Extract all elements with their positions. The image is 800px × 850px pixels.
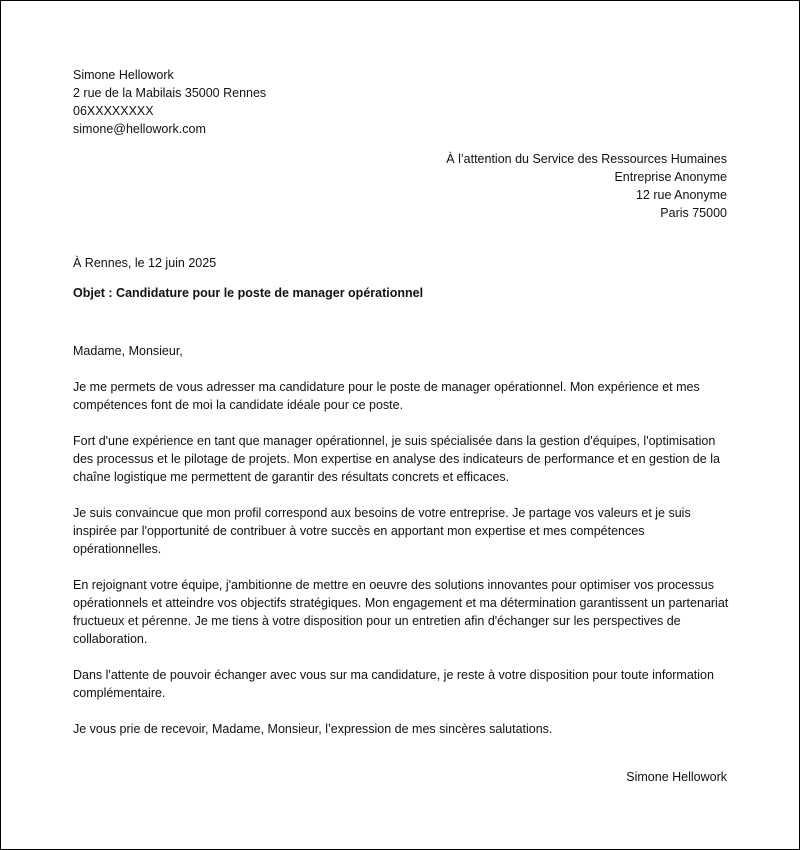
- sender-address: 2 rue de la Mabilais 35000 Rennes: [73, 86, 267, 100]
- signature: Simone Hellowork: [626, 770, 727, 784]
- paragraph-2: Fort d'une expérience en tant que manager opérationnel, je suis spécialisée dans la gestion d'équipes, l'optimisation des processus et le pilotage de projets. Mon expertise en analyse des indicateurs de performance et en gestion de la chaîne logistique me permettent de garantir des résultats concrets et efficaces.: [73, 434, 720, 484]
- recipient-attention: À l’attention du Service des Ressources Humaines: [446, 152, 727, 166]
- paragraph-3: Je suis convaincue que mon profil correspond aux besoins de votre entreprise. Je partage vos valeurs et je suis inspirée par l'opportunité de contribuer à votre succès en apportant mon expertise et mes compétences opérationnelles.: [73, 506, 691, 556]
- paragraph-5: Dans l'attente de pouvoir échanger avec vous sur ma candidature, je reste à votre disposition pour toute information complémentaire.: [73, 668, 714, 700]
- date-line: À Rennes, le 12 juin 2025: [73, 256, 217, 270]
- recipient-city: Paris 75000: [660, 206, 727, 220]
- sender-name: Simone Hellowork: [73, 68, 174, 82]
- closing-paragraph: Je vous prie de recevoir, Madame, Monsieur, l’expression de mes sincères salutations.: [73, 722, 553, 736]
- recipient-street: 12 rue Anonyme: [635, 188, 727, 202]
- subject-line: Objet : Candidature pour le poste de manager opérationnel: [73, 286, 424, 300]
- paragraph-1: Je me permets de vous adresser ma candidature pour le poste de manager opérationnel. Mon expérience et mes compétences font de moi la candidate idéale pour ce poste.: [73, 380, 700, 412]
- paragraph-4: En rejoignant votre équipe, j'ambitionne de mettre en oeuvre des solutions innovantes pour optimiser vos processus opérationnels et atteindre vos objectifs stratégiques. Mon engagement et ma détermination garantissent un partenariat fructueux et pérenne. Je me tiens à votre disposition pour un entretien afin d'échanger sur les perspectives de collaboration.: [73, 578, 729, 646]
- sender-block: [73, 66, 266, 138]
- letter-body: [73, 342, 729, 756]
- sender-phone: 06XXXXXXXX: [73, 104, 154, 118]
- sender-email: simone@hellowork.com: [73, 122, 206, 136]
- recipient-company: Entreprise Anonyme: [614, 170, 727, 184]
- recipient-block: [446, 150, 727, 222]
- salutation: Madame, Monsieur,: [73, 344, 183, 358]
